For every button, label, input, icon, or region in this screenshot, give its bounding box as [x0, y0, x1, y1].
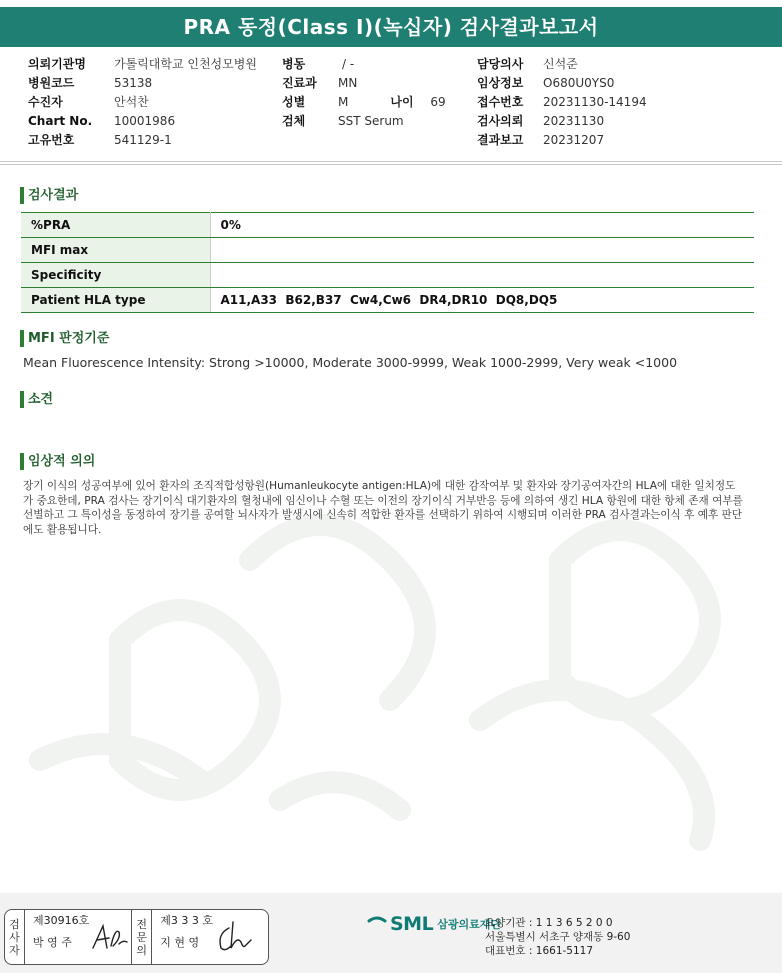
info-row — [28, 131, 257, 150]
company-line: 대표번호 : 1661-5117 — [485, 945, 594, 957]
sml-logo — [366, 913, 501, 935]
info-row — [28, 93, 257, 112]
table-row — [21, 288, 754, 313]
info-value: 10001986 — [114, 114, 176, 128]
info-value: / - — [342, 57, 355, 71]
approver-part — [131, 910, 255, 964]
result-key: %PRA — [21, 213, 210, 238]
company-line: 요양기관 : 1 1 3 6 5 2 0 0 — [485, 917, 613, 929]
info-value: 20231130-14194 — [543, 95, 647, 109]
info-row — [477, 55, 647, 74]
info-value: 신석준 — [543, 57, 578, 71]
age-value: 69 — [430, 95, 446, 109]
info-value: 541129-1 — [114, 133, 172, 147]
approver-vertical-label — [132, 910, 152, 964]
result-value — [210, 263, 754, 288]
info-label: 성별 — [282, 95, 306, 109]
approver-license-no: 제3 3 3 호 — [160, 914, 213, 927]
info-label: Chart No. — [28, 114, 93, 128]
info-row — [477, 74, 647, 93]
results-table — [21, 212, 754, 313]
info-label: 고유번호 — [28, 133, 75, 147]
info-label: 검사의뢰 — [477, 114, 524, 128]
age-label: 나이 — [390, 95, 414, 109]
info-label: 담당의사 — [477, 57, 524, 71]
info-left — [28, 55, 257, 150]
info-value: M — [338, 95, 349, 109]
info-label: 검체 — [282, 114, 306, 128]
info-label: 병동 — [282, 57, 306, 71]
info-row — [477, 112, 647, 131]
tester-label-char: 사 — [9, 930, 20, 944]
info-value: 20231130 — [543, 114, 605, 128]
info-value: O680U0YS0 — [543, 76, 615, 90]
info-value: MN — [338, 76, 358, 90]
info-label: 접수번호 — [477, 95, 524, 109]
report-title: PRA 동정(Class I)(녹십자) 검사결과보고서 — [0, 7, 782, 47]
tester-name: 박 영 주 — [33, 936, 72, 949]
info-row — [28, 74, 257, 93]
info-label: 의뢰기관명 — [28, 57, 86, 71]
company-line: 서울특별시 서초구 양재동 9-60 — [485, 931, 631, 943]
approver-label-char: 의 — [136, 943, 148, 957]
approver-signature-icon — [213, 918, 255, 958]
tester-signature-icon — [89, 918, 131, 958]
info-row — [282, 112, 446, 131]
info-value: 가톨릭대학교 인천성모병원 — [114, 57, 257, 71]
info-label: 진료과 — [282, 76, 317, 90]
info-value: 53138 — [114, 76, 153, 90]
info-right — [477, 55, 647, 150]
info-label: 임상정보 — [477, 76, 524, 90]
sml-logo-text: SML — [390, 913, 434, 935]
info-row — [28, 55, 257, 74]
tester-license-no: 제30916호 — [33, 914, 90, 927]
tester-label-char: 자 — [9, 943, 20, 957]
info-value: 20231207 — [543, 133, 605, 147]
section-title-clinical: 임상적 의의 — [20, 453, 95, 470]
approver-name: 지 현 영 — [160, 936, 200, 949]
divider — [0, 164, 782, 165]
divider — [0, 161, 782, 162]
approver-label-char: 문 — [136, 930, 148, 944]
tester-info — [25, 910, 89, 954]
sml-logo-icon — [366, 913, 388, 935]
info-row — [282, 55, 446, 74]
sml-logo-name: 삼광의료재단 — [437, 918, 501, 931]
info-label: 결과보고 — [477, 133, 524, 147]
info-mid — [282, 55, 446, 131]
section-title-opinion: 소견 — [20, 391, 53, 408]
info-row — [28, 112, 257, 131]
tester-part — [5, 910, 131, 964]
section-title-results: 검사결과 — [20, 187, 78, 204]
info-value: 안석찬 — [114, 95, 149, 109]
approver-info — [152, 910, 213, 954]
table-row — [21, 238, 754, 263]
section-title-mfi: MFI 판정기준 — [20, 330, 109, 347]
info-row — [282, 74, 446, 93]
info-row — [477, 131, 647, 150]
company-info — [485, 916, 630, 958]
signature-box — [4, 909, 269, 965]
info-row — [477, 93, 647, 112]
clinical-text: 장기 이식의 성공여부에 있어 환자의 조직적합성항원(Humanleukocyte antigen:HLA)에 대한 감작여부 및 환자와 장기공여자간의 HLA에 대한 일치정도가 중요한데, PRA 검사는 장기이식 대기환자의 혈청내에 임신이나 수혈 또는 이전의 장기이식 거부반응 등에 의하여 생긴 HLA 항원에 대한 항체 존재 여부를 선별하고 그 특이성을 동정하여 장기를 공여할 뇌사자가 발생시에 신속히 적합한 환자를 선택하기 위하여 시행되며 이러한 PRA 검사결과는이식 후 예후 판단에도 활용됩니다. — [23, 480, 743, 536]
result-value: A11,A33 B62,B37 Cw4,Cw6 DR4,DR10 DQ8,DQ5 — [210, 288, 754, 313]
result-value — [210, 238, 754, 263]
result-key: Patient HLA type — [21, 288, 210, 313]
result-key: Specificity — [21, 263, 210, 288]
info-label: 수진자 — [28, 95, 63, 109]
info-value: SST Serum — [338, 114, 404, 128]
info-label: 병원코드 — [28, 76, 75, 90]
result-key: MFI max — [21, 238, 210, 263]
info-row — [282, 93, 446, 112]
table-row — [21, 213, 754, 238]
table-row — [21, 263, 754, 288]
tester-label-char: 검 — [9, 917, 20, 931]
mfi-criteria-text: Mean Fluorescence Intensity: Strong >10000, Moderate 3000-9999, Weak 1000-2999, Very weak <1000 — [23, 355, 678, 370]
tester-vertical-label — [5, 910, 25, 964]
result-value: 0% — [210, 213, 754, 238]
approver-label-char: 전 — [136, 917, 148, 931]
